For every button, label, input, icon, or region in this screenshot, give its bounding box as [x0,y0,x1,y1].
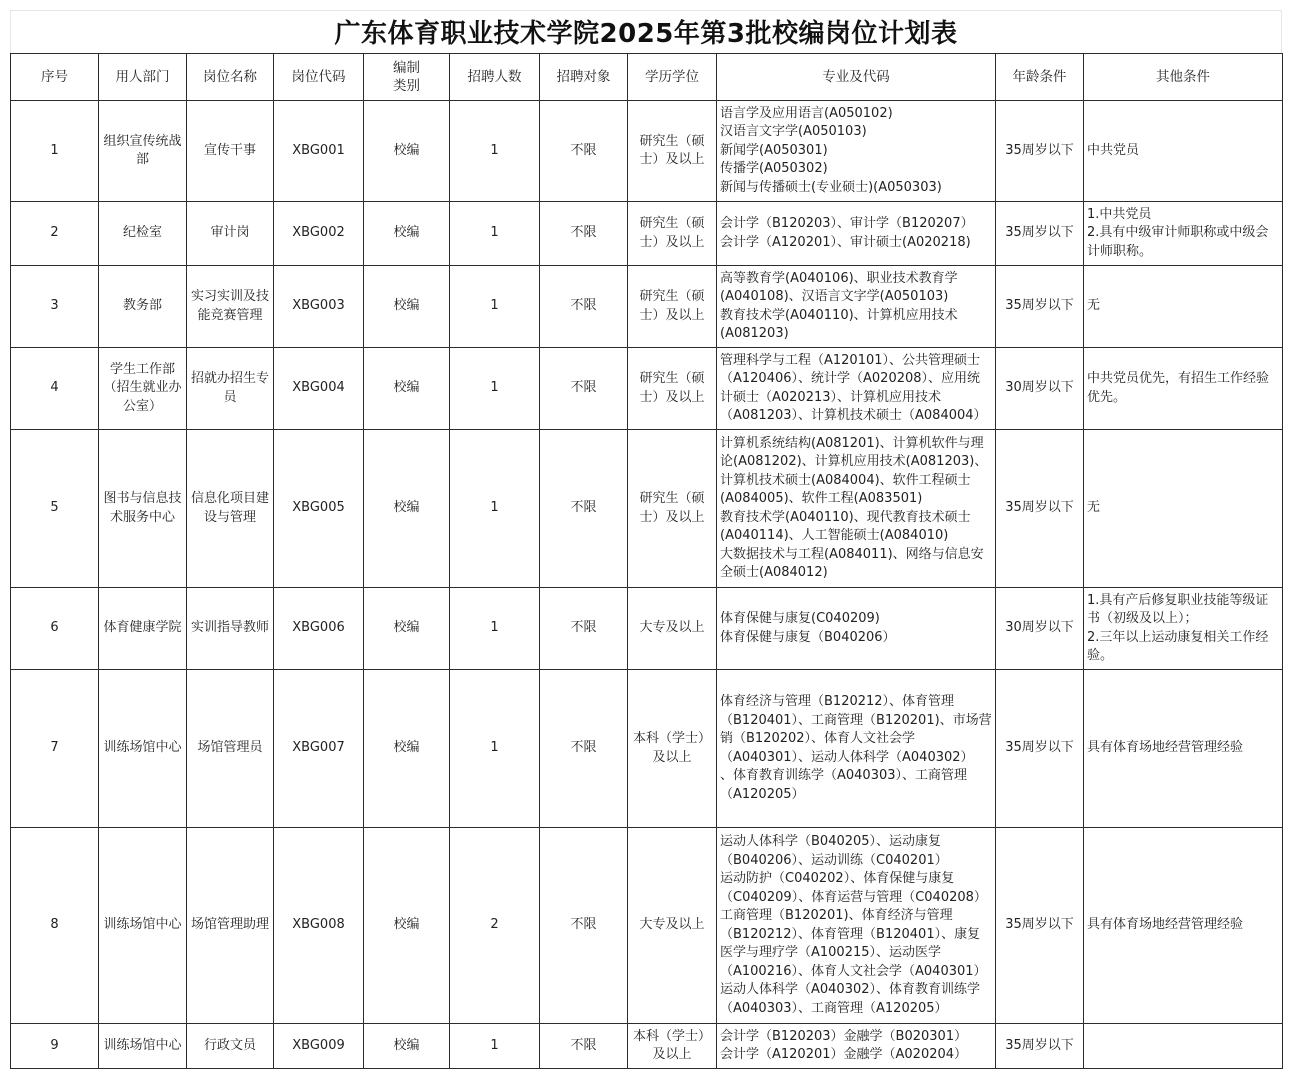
cell-major-line: 会计学（A120201）、审计硕士(A020218) [720,234,971,250]
cell-major [717,101,996,202]
header-row [11,54,1283,101]
cell-position: 宣传干事 [187,101,274,202]
cell-category: 校编 [364,588,450,670]
header-other: 其他条件 [1084,54,1283,101]
cell-count: 1 [450,670,540,828]
cell-category: 校编 [364,1024,450,1069]
cell-education: 研究生（硕士）及以上 [628,430,717,588]
cell-major [717,588,996,670]
cell-education: 大专及以上 [628,588,717,670]
recruitment-sheet [10,10,1282,1069]
cell-seq: 4 [11,348,99,430]
cell-other [1084,202,1283,266]
header-seq: 序号 [11,54,99,101]
cell-education: 研究生（硕士）及以上 [628,266,717,348]
cell-dept: 训练场馆中心 [99,1024,187,1069]
header-category [364,54,450,101]
cell-count: 1 [450,1024,540,1069]
cell-position: 审计岗 [187,202,274,266]
cell-age: 35周岁以下 [996,266,1084,348]
cell-other [1084,348,1283,430]
cell-major-line: （A100216）、体育人文社会学（A040301） [720,963,987,979]
header-education: 学历学位 [628,54,717,101]
cell-seq: 3 [11,266,99,348]
cell-other-line: 书（初级及以上）； [1087,611,1198,626]
cell-major-line: （A040301）、运动人体科学（A040302） [720,749,974,765]
cell-other-line: 验。 [1087,648,1114,663]
cell-major-line: 、体育教育训练学（A040303）、工商管理 [720,768,968,783]
cell-major-line: （B120401）、工商管理（B120201)、市场营 [720,712,992,728]
cell-education: 研究生（硕士）及以上 [628,348,717,430]
cell-dept: 训练场馆中心 [99,670,187,828]
cell-code: XBG002 [274,202,364,266]
cell-major-line: 高等教育学(A040106)、职业技术教育学 [720,270,958,286]
cell-other [1084,670,1283,828]
cell-code: XBG008 [274,828,364,1024]
cell-major-line: 销（B120202）、体育人文社会学 [720,731,916,746]
cell-seq: 7 [11,670,99,828]
cell-major-line: 体育保健与康复（B040206） [720,629,896,645]
cell-major-line: （A120205） [720,786,805,802]
cell-major-line: 汉语言文字学(A050103) [720,124,867,140]
cell-education: 本科（学士）及以上 [628,670,717,828]
cell-major-line: （A081203）、计算机技术硕士（A084004） [720,408,987,423]
cell-category: 校编 [364,430,450,588]
cell-major-line: (A040108)、汉语言文字学(A050103) [720,289,949,304]
cell-education: 研究生（硕士）及以上 [628,101,717,202]
cell-code: XBG005 [274,430,364,588]
cell-major-line: 教育技术学(A040110)、计算机应用技术 [720,307,958,323]
cell-major-line: 新闻与传播硕士(专业硕士)(A050303) [720,179,942,195]
cell-major-line: 计硕士（A020213）、计算机应用技术 [720,389,942,405]
cell-category: 校编 [364,348,450,430]
cell-education: 研究生（硕士）及以上 [628,202,717,266]
cell-code: XBG003 [274,266,364,348]
header-position: 岗位名称 [187,54,274,101]
cell-major-line: （B120212）、体育管理（B120401）、康复 [720,926,981,942]
cell-major-line: 会计学（B120203）金融学（B020301） [720,1028,968,1044]
cell-count: 2 [450,828,540,1024]
cell-count: 1 [450,202,540,266]
cell-major-line: 体育保健与康复(C040209) [720,611,880,626]
recruitment-table [10,53,1283,1069]
cell-age: 35周岁以下 [996,1024,1084,1069]
cell-code: XBG004 [274,348,364,430]
table-row [11,266,1283,348]
cell-position: 场馆管理助理 [187,828,274,1024]
cell-major [717,348,996,430]
header-category-line2: 类别 [393,78,420,94]
cell-major-line: 运动人体科学（B040205）、运动康复 [720,834,942,849]
cell-target: 不限 [540,202,628,266]
cell-major-line: (A084005)、软件工程(A083501) [720,491,923,506]
cell-major-line: 管理科学与工程（A120101）、公共管理硕士 [720,352,981,368]
cell-major [717,202,996,266]
cell-age: 35周岁以下 [996,828,1084,1024]
cell-major-line: 传播学(A050302) [720,161,828,177]
cell-major-line: 论(A081202)、计算机应用技术(A081203)、 [720,454,988,469]
cell-education: 本科（学士）及以上 [628,1024,717,1069]
cell-major-line: 体育经济与管理（B120212）、体育管理 [720,694,955,709]
cell-major [717,266,996,348]
table-row [11,828,1283,1024]
cell-code: XBG001 [274,101,364,202]
cell-seq: 2 [11,202,99,266]
cell-major-line: 医学与理疗学（A100215）、运动医学 [720,945,942,960]
cell-major-line: （A120406）、统计学（A020208）、应用统 [720,371,981,386]
cell-count: 1 [450,266,540,348]
cell-major-line: (A040114)、人工智能硕士(A084010) [720,528,949,543]
cell-major-line: 会计学（B120203）、审计学（B120207） [720,216,974,231]
cell-seq: 1 [11,101,99,202]
cell-major-line: 计算机技术硕士(A084004)、软件工程硕士 [720,472,971,488]
cell-major [717,1024,996,1069]
cell-major-line: 教育技术学(A040110)、现代教育技术硕士 [720,509,971,525]
table-row [11,348,1283,430]
cell-count: 1 [450,348,540,430]
cell-dept: 组织宣传统战部 [99,101,187,202]
table-row [11,202,1283,266]
cell-code: XBG009 [274,1024,364,1069]
cell-major-line: 大数据技术与工程(A084011)、网络与信息安 [720,546,984,562]
cell-position: 实训指导教师 [187,588,274,670]
cell-education: 大专及以上 [628,828,717,1024]
cell-other-line: 无 [1087,298,1101,314]
table-row [11,101,1283,202]
cell-seq: 8 [11,828,99,1024]
header-major: 专业及代码 [717,54,996,101]
cell-age: 30周岁以下 [996,588,1084,670]
cell-other-line: 无 [1087,500,1101,516]
cell-category: 校编 [364,266,450,348]
cell-position: 实习实训及技能竞赛管理 [187,266,274,348]
cell-target: 不限 [540,828,628,1024]
table-row [11,670,1283,828]
cell-count: 1 [450,101,540,202]
cell-major [717,828,996,1024]
cell-other-line: 计师职称。 [1087,243,1153,259]
cell-target: 不限 [540,348,628,430]
cell-other [1084,266,1283,348]
cell-category: 校编 [364,101,450,202]
cell-age: 35周岁以下 [996,430,1084,588]
cell-dept: 图书与信息技术服务中心 [99,430,187,588]
cell-major-line: 运动防护（C040202）、体育保健与康复 [720,871,955,886]
header-age: 年龄条件 [996,54,1084,101]
cell-other-line: 2.具有中级审计师职称或中级会 [1087,225,1269,241]
cell-age: 30周岁以下 [996,348,1084,430]
cell-other [1084,430,1283,588]
cell-other [1084,101,1283,202]
cell-major-line: (A081203) [720,326,789,341]
cell-position: 信息化项目建设与管理 [187,430,274,588]
table-row [11,1024,1283,1069]
cell-other-line: 具有体育场地经营管理经验 [1087,740,1244,756]
header-dept: 用人部门 [99,54,187,101]
cell-count: 1 [450,588,540,670]
cell-other [1084,588,1283,670]
header-code: 岗位代码 [274,54,364,101]
cell-seq: 9 [11,1024,99,1069]
cell-age: 35周岁以下 [996,670,1084,828]
cell-other [1084,1024,1283,1069]
cell-category: 校编 [364,828,450,1024]
cell-target: 不限 [540,430,628,588]
cell-major-line: （A040303）、工商管理（A120205） [720,1000,948,1016]
cell-major-line: （B040206）、运动训练（C040201） [720,852,948,868]
cell-code: XBG007 [274,670,364,828]
cell-dept: 训练场馆中心 [99,828,187,1024]
cell-age: 35周岁以下 [996,202,1084,266]
cell-category: 校编 [364,202,450,266]
cell-category: 校编 [364,670,450,828]
cell-other-line: 中共党员优先，有招生工作经验 [1087,371,1270,386]
page-title: 广东体育职业技术学院2025年第3批校编岗位计划表 [10,10,1282,53]
header-category-line1: 编制 [393,59,420,76]
cell-major [717,670,996,828]
cell-position: 场馆管理员 [187,670,274,828]
cell-major-line: 语言学及应用语言(A050102) [720,105,893,121]
cell-other-line: 具有体育场地经营管理经验 [1087,917,1244,933]
cell-major-line: 会计学（A120201）金融学（A020204） [720,1047,968,1062]
cell-target: 不限 [540,670,628,828]
cell-other-line: 1.中共党员 [1087,206,1152,222]
cell-dept: 体育健康学院 [99,588,187,670]
cell-other [1084,828,1283,1024]
cell-dept: 纪检室 [99,202,187,266]
table-row [11,430,1283,588]
cell-other-line: 2.三年以上运动康复相关工作经 [1087,629,1269,645]
cell-other-line: 优先。 [1087,389,1127,405]
cell-major-line: 全硕士(A084012) [720,565,828,580]
cell-position: 行政文员 [187,1024,274,1069]
cell-target: 不限 [540,1024,628,1069]
cell-major-line: 计算机系统结构(A081201)、计算机软件与理 [720,435,984,451]
table-body [11,101,1283,1069]
cell-major [717,430,996,588]
cell-target: 不限 [540,101,628,202]
cell-other-line: 1.具有产后修复职业技能等级证 [1087,592,1269,608]
cell-position: 招就办招生专员 [187,348,274,430]
cell-major-line: 运动人体科学（A040302）、体育教育训练学 [720,982,981,997]
cell-seq: 5 [11,430,99,588]
cell-age: 35周岁以下 [996,101,1084,202]
header-count: 招聘人数 [450,54,540,101]
cell-dept: 学生工作部（招生就业办公室） [99,348,187,430]
cell-code: XBG006 [274,588,364,670]
cell-seq: 6 [11,588,99,670]
cell-major-line: （C040209）、体育运营与管理（C040208） [720,889,987,905]
cell-dept: 教务部 [99,266,187,348]
header-target: 招聘对象 [540,54,628,101]
cell-target: 不限 [540,588,628,670]
cell-major-line: 工商管理（B120201)、体育经济与管理 [720,908,953,923]
cell-target: 不限 [540,266,628,348]
cell-major-line: 新闻学(A050301) [720,142,828,158]
table-row [11,588,1283,670]
cell-other-line: 中共党员 [1087,142,1140,158]
cell-count: 1 [450,430,540,588]
